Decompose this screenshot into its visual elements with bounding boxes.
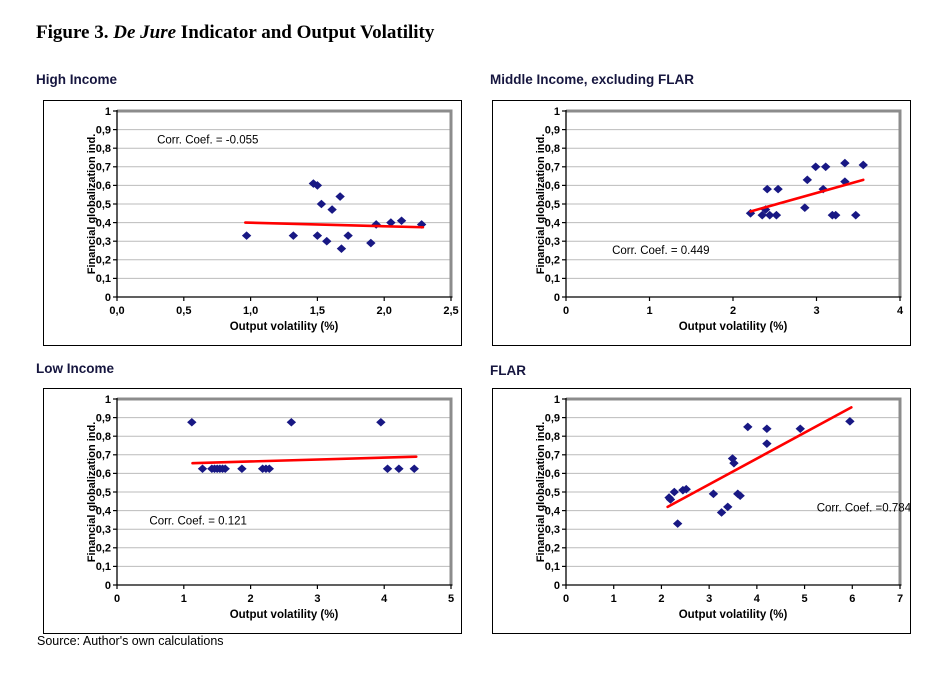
corr-coef-label: Corr. Coef. = -0.055 bbox=[157, 134, 259, 147]
data-point bbox=[366, 239, 375, 248]
y-tick-label: 0,4 bbox=[544, 505, 560, 518]
chart-panel-high-income bbox=[43, 100, 462, 346]
x-tick-label: 5 bbox=[447, 593, 455, 605]
y-tick-label: 0,6 bbox=[95, 468, 111, 481]
y-tick-label: 0,3 bbox=[544, 524, 560, 536]
chart-panel-middle-income bbox=[492, 100, 911, 346]
data-point bbox=[772, 211, 781, 220]
y-tick-label: 0 bbox=[104, 579, 111, 592]
data-point bbox=[410, 464, 419, 473]
data-point bbox=[337, 244, 346, 253]
y-tick-label: 1 bbox=[553, 105, 560, 118]
trend-line bbox=[192, 457, 416, 464]
data-point bbox=[289, 231, 298, 240]
data-point bbox=[821, 163, 830, 172]
y-tick-label: 0,3 bbox=[544, 236, 560, 248]
x-tick-label: 3 bbox=[706, 593, 713, 605]
x-tick-label: 7 bbox=[896, 593, 904, 605]
data-point bbox=[851, 211, 860, 220]
x-tick-label: 2,5 bbox=[443, 305, 459, 317]
data-point bbox=[709, 490, 718, 499]
y-tick-label: 0,1 bbox=[544, 273, 560, 286]
y-tick-label: 0,2 bbox=[95, 542, 111, 555]
data-point bbox=[327, 205, 336, 214]
y-tick-label: 1 bbox=[104, 105, 111, 118]
x-tick-label: 0,0 bbox=[109, 305, 125, 317]
y-tick-label: 0,2 bbox=[95, 254, 111, 267]
y-tick-label: 0 bbox=[104, 291, 111, 304]
y-tick-label: 0,3 bbox=[95, 524, 111, 536]
x-tick-label: 4 bbox=[896, 305, 904, 317]
data-point bbox=[859, 161, 868, 170]
y-tick-label: 0,5 bbox=[544, 198, 560, 211]
y-tick-label: 0,9 bbox=[95, 124, 111, 137]
figure-title-prefix: Figure 3. bbox=[36, 22, 114, 43]
x-tick-label: 1 bbox=[646, 305, 653, 317]
data-point bbox=[717, 508, 726, 517]
corr-coef-label: Corr. Coef. = 0.449 bbox=[612, 245, 710, 258]
x-tick-label: 1,0 bbox=[242, 305, 259, 317]
data-point bbox=[237, 464, 246, 473]
data-point bbox=[371, 220, 380, 229]
x-axis-title: Output volatility (%) bbox=[678, 321, 788, 333]
data-point bbox=[800, 203, 809, 212]
y-tick-label: 0,7 bbox=[544, 161, 560, 174]
data-point bbox=[840, 159, 849, 168]
x-tick-label: 5 bbox=[801, 593, 808, 605]
y-tick-label: 0,8 bbox=[544, 143, 560, 155]
y-tick-label: 0,7 bbox=[95, 449, 111, 462]
y-tick-label: 0,9 bbox=[544, 124, 560, 137]
source-note: Source: Author's own calculations bbox=[37, 634, 224, 648]
scatter-chart-middle-income bbox=[493, 101, 910, 345]
x-tick-label: 4 bbox=[381, 593, 388, 605]
chart-title-low-income: Low Income bbox=[36, 361, 115, 376]
scatter-chart-flar bbox=[493, 389, 910, 633]
x-axis-title: Output volatility (%) bbox=[229, 609, 339, 621]
y-tick-label: 0,6 bbox=[544, 180, 560, 193]
x-tick-label: 0 bbox=[562, 593, 570, 605]
y-tick-label: 0,3 bbox=[95, 236, 111, 248]
x-tick-label: 6 bbox=[849, 593, 856, 605]
data-point bbox=[242, 231, 251, 240]
data-point bbox=[394, 464, 403, 473]
y-tick-label: 0,4 bbox=[95, 505, 111, 518]
data-point bbox=[376, 418, 385, 427]
y-tick-label: 0,7 bbox=[95, 161, 111, 174]
data-point bbox=[762, 424, 771, 433]
corr-coef-label: Corr. Coef. =0.784 bbox=[816, 502, 912, 515]
data-point bbox=[335, 192, 344, 201]
y-tick-label: 0,5 bbox=[544, 486, 560, 499]
data-point bbox=[397, 216, 406, 225]
y-tick-label: 1 bbox=[553, 393, 560, 406]
data-point bbox=[723, 503, 732, 512]
data-point bbox=[743, 423, 752, 432]
y-tick-label: 0,7 bbox=[544, 449, 560, 462]
x-tick-label: 2 bbox=[247, 593, 254, 605]
data-point bbox=[803, 176, 812, 185]
x-tick-label: 2 bbox=[658, 593, 665, 605]
y-tick-label: 0,4 bbox=[544, 217, 560, 230]
data-point bbox=[673, 519, 682, 528]
y-tick-label: 0 bbox=[553, 579, 560, 592]
x-axis-title: Output volatility (%) bbox=[229, 321, 339, 333]
x-tick-label: 1 bbox=[180, 593, 187, 605]
chart-panel-low-income bbox=[43, 388, 462, 634]
y-tick-label: 0,6 bbox=[544, 468, 560, 481]
y-tick-label: 0 bbox=[553, 291, 560, 304]
figure-title-italic: De Jure bbox=[113, 22, 177, 43]
y-axis-title: Financial globalization ind. bbox=[86, 133, 98, 275]
data-point bbox=[762, 439, 771, 448]
y-tick-label: 0,1 bbox=[544, 561, 560, 574]
y-tick-label: 0,5 bbox=[95, 198, 111, 211]
figure-title-suffix: Indicator and Output Volatility bbox=[176, 22, 435, 43]
data-point bbox=[763, 185, 772, 194]
chart-title-flar: FLAR bbox=[490, 363, 526, 378]
data-point bbox=[313, 231, 322, 240]
chart-title-middle-income: Middle Income, excluding FLAR bbox=[490, 72, 695, 87]
y-axis-title: Financial globalization ind. bbox=[535, 133, 547, 275]
x-tick-label: 3 bbox=[314, 593, 321, 605]
y-tick-label: 0,8 bbox=[95, 143, 111, 155]
data-point bbox=[198, 464, 207, 473]
data-point bbox=[845, 417, 854, 426]
chart-title-high-income: High Income bbox=[36, 72, 118, 87]
x-tick-label: 0 bbox=[113, 593, 121, 605]
data-point bbox=[383, 464, 392, 473]
data-point bbox=[322, 237, 331, 246]
x-tick-label: 4 bbox=[753, 593, 760, 605]
x-tick-label: 0 bbox=[562, 305, 570, 317]
x-tick-label: 1 bbox=[610, 593, 617, 605]
trend-line bbox=[245, 223, 423, 228]
x-tick-label: 3 bbox=[813, 305, 820, 317]
data-point bbox=[670, 488, 679, 497]
y-tick-label: 0,9 bbox=[544, 412, 560, 425]
chart-panel-flar bbox=[492, 388, 911, 634]
y-tick-label: 1 bbox=[104, 393, 111, 406]
data-point bbox=[773, 185, 782, 194]
y-tick-label: 0,5 bbox=[95, 486, 111, 499]
y-tick-label: 0,6 bbox=[95, 180, 111, 193]
y-axis-title: Financial globalization ind. bbox=[86, 421, 98, 563]
y-tick-label: 0,2 bbox=[544, 542, 560, 555]
y-tick-label: 0,8 bbox=[544, 431, 560, 443]
figure-title bbox=[36, 22, 434, 44]
x-axis-title: Output volatility (%) bbox=[678, 609, 788, 621]
data-point bbox=[317, 200, 326, 209]
x-tick-label: 2 bbox=[729, 305, 737, 317]
y-tick-label: 0,9 bbox=[95, 412, 111, 425]
data-point bbox=[287, 418, 296, 427]
y-tick-label: 0,1 bbox=[95, 273, 111, 286]
y-axis-title: Financial globalization ind. bbox=[535, 421, 547, 563]
corr-coef-label: Corr. Coef. = 0.121 bbox=[149, 515, 247, 528]
x-tick-label: 2,0 bbox=[376, 305, 392, 317]
data-point bbox=[187, 418, 196, 427]
y-tick-label: 0,8 bbox=[95, 431, 111, 443]
data-point bbox=[343, 231, 352, 240]
x-tick-label: 1,5 bbox=[309, 305, 326, 317]
y-tick-label: 0,4 bbox=[95, 217, 111, 230]
y-tick-label: 0,2 bbox=[544, 254, 560, 267]
data-point bbox=[811, 163, 820, 172]
y-tick-label: 0,1 bbox=[95, 561, 111, 574]
x-tick-label: 0,5 bbox=[176, 305, 192, 317]
scatter-chart-low-income bbox=[44, 389, 461, 633]
scatter-chart-high-income bbox=[44, 101, 461, 345]
